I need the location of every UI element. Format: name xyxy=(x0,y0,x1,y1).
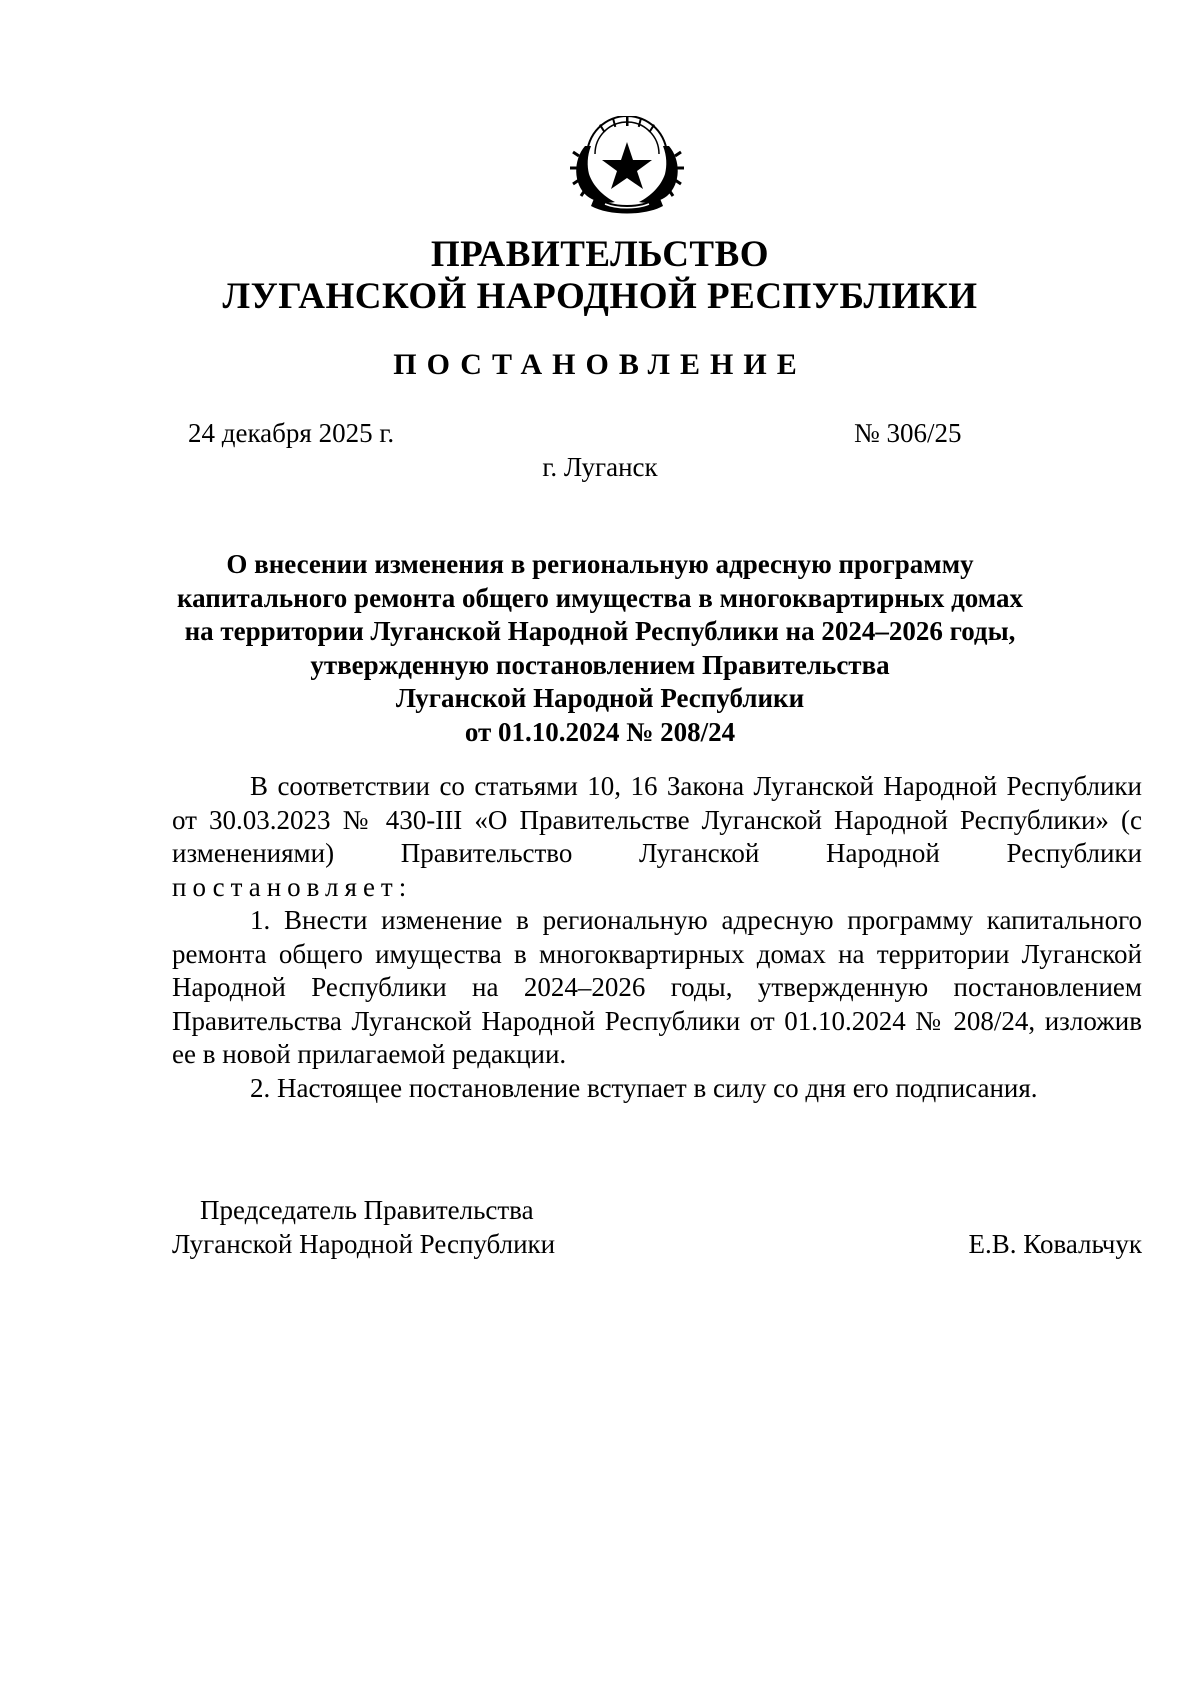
signer-organization: Луганской Народной Республики xyxy=(172,1229,556,1259)
heading-line: на территории Луганской Народной Республики на 2024–2026 годы, xyxy=(184,616,1016,646)
document-number: № 306/25 xyxy=(854,418,962,448)
heading-line: утвержденную постановлением Правительства xyxy=(310,649,890,680)
document-date: 24 декабря 2025 г. xyxy=(188,418,395,448)
lpr-coat-of-arms-icon xyxy=(565,116,689,216)
resolves-word: постановляет: xyxy=(172,871,413,902)
preamble-text: В соответствии со статьями 10, 16 Закона Луганской Народной Республики от 30.03.2023 № 430-III «О Правительстве Луганской Народной Республики» (с изменениями) Правительство Луганской Народной Республики xyxy=(172,771,1142,868)
heading-line: Луганской Народной Республики xyxy=(395,683,805,713)
heading-line: от 01.10.2024 № 208/24 xyxy=(464,716,736,747)
document-city: г. Луганск xyxy=(542,452,658,482)
document-heading xyxy=(150,548,1050,749)
preamble-paragraph xyxy=(172,770,1142,904)
heading-line: капитального ремонта общего имущества в многоквартирных домах xyxy=(177,582,1023,613)
heading-line: О внесении изменения в региональную адресную программу xyxy=(226,549,974,579)
signer-position: Председатель Правительства xyxy=(200,1195,534,1225)
document-body xyxy=(172,770,1142,1105)
item-2-paragraph: 2. Настоящее постановление вступает в силу со дня его подписания. xyxy=(250,1072,1038,1103)
government-name-line2: ЛУГАНСКОЙ НАРОДНОЙ РЕСПУБЛИКИ xyxy=(222,276,978,317)
document-type-title: ПОСТАНОВЛЕНИЕ xyxy=(393,348,807,381)
item-1-paragraph: 1. Внести изменение в региональную адресную программу капитального ремонта общего имущества в многоквартирных домах на территории Луганской Народной Республики на 2024–2026 годы, утвержденную постановлением Правительства Луганской Народной Республики от 01.10.2024 № 208/24, изложив ее в новой прилагаемой редакции. xyxy=(172,905,1142,1069)
government-name-line1: ПРАВИТЕЛЬСТВО xyxy=(430,234,770,275)
signer-name: Е.В. Ковальчук xyxy=(968,1229,1142,1259)
